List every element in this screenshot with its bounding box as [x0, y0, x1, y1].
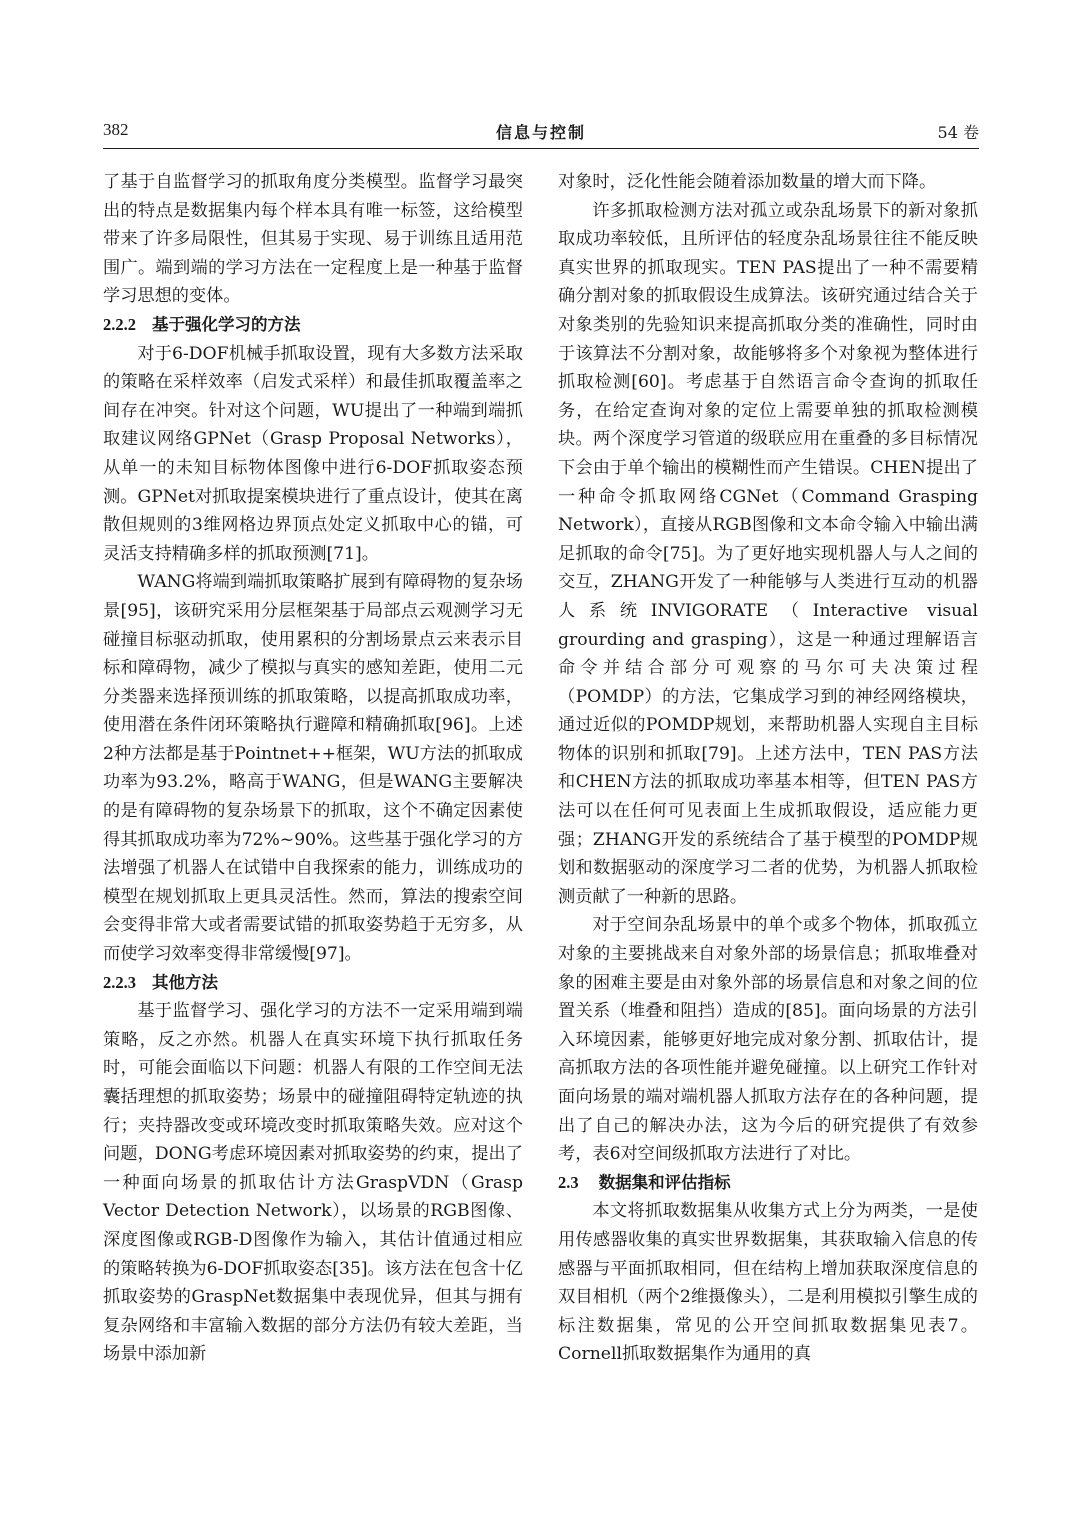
paragraph: 了基于自监督学习的抓取角度分类模型。监督学习最突出的特点是数据集内每个样本具有唯一标签，这给模型带来了许多局限性，但其易于实现、易于训练且适用范围广。端到端的学习方法在一定程度上是一种基于监督学习思想的变体。 — [103, 172, 523, 307]
page-number: 382 — [103, 120, 129, 139]
section-number: 2.2.2 — [103, 314, 136, 334]
section-heading-2-2-2 — [103, 311, 523, 340]
right-column — [558, 168, 978, 1369]
volume-label: 54 卷 — [937, 123, 979, 142]
paragraph: 对于空间杂乱场景中的单个或多个物体，抓取孤立对象的主要挑战来自对象外部的场景信息；抓取堆叠对象的困难主要是由对象外部的场景信息和对象之间的位置关系（堆叠和阻挡）造成的[85]。面向场景的方法引入环境因素，能够更好地完成对象分割、抓取估计，提高抓取方法的各项性能并避免碰撞。以上研究工作针对面向场景的端对端机器人抓取方法存在的各种问题，提出了自己的解决办法，这为今后的研究提供了有效参考，表6对空间级抓取方法进行了对比。 — [558, 915, 978, 1165]
paragraph: 对于6-DOF机械手抓取设置，现有大多数方法采取的策略在采样效率（启发式采样）和最佳抓取覆盖率之间存在冲突。针对这个问题，WU提出了一种端到端抓取建议网络GPNet（Grasp Proposal Networks），从单一的未知目标物体图像中进行6-DOF抓取姿态预测。GPNet对抓取提案模块进行了重点设计，使其在离散但规则的3维网格边界顶点处定义抓取中心的锚，可灵活支持精确多样的抓取预测[71]。 — [103, 343, 523, 564]
section-title: 其他方法 — [152, 972, 218, 992]
paragraph: 基于监督学习、强化学习的方法不一定采用端到端策略，反之亦然。机器人在真实环境下执行抓取任务时，可能会面临以下问题：机器人有限的工作空间无法囊括理想的抓取姿势；场景中的碰撞阻碍特定轨迹的执行；夹持器改变或环境改变时抓取策略失效。应对这个问题，DONG考虑环境因素对抓取姿势的约束，提出了一种面向场景的抓取估计方法GraspVDN（Grasp Vector Detection Network），以场景的RGB图像、深度图像或RGB-D图像作为输入，其估计值通过相应的策略转换为6-DOF抓取姿态[35]。该方法在包含十亿抓取姿势的GraspNet数据集中表现优异，但其与拥有复杂网络和丰富输入数据的部分方法仍有较大差距，当场景中添加新 — [103, 1001, 523, 1365]
section-number: 2.3 — [558, 1172, 579, 1192]
paragraph: 对象时，泛化性能会随着添加数量的增大而下降。 — [558, 172, 937, 192]
page-header — [103, 120, 979, 149]
journal-title: 信息与控制 — [495, 123, 586, 142]
section-heading-2-2-3 — [103, 969, 523, 998]
paragraph: WANG将端到端抓取策略扩展到有障碍物的复杂场景[95]，该研究采用分层框架基于局部点云观测学习无碰撞目标驱动抓取，使用累积的分割场景点云来表示目标和障碍物，减少了模拟与真实的感知差距，使用二元分类器来选择预训练的抓取策略，以提高抓取成功率，使用潜在条件闭环策略执行避障和精确抓取[96]。上述2种方法都是基于Pointnet++框架，WU方法的抓取成功率为93.2%，略高于WANG，但是WANG主要解决的是有障碍物的复杂场景下的抓取，这个不确定因素使得其抓取成功率为72%~90%。这些基于强化学习的方法增强了机器人在试错中自我探索的能力，训练成功的模型在规划抓取上更具灵活性。然而，算法的搜索空间会变得非常大或者需要试错的抓取姿势趋于无穷多，从而使学习效率变得非常缓慢[97]。 — [103, 572, 523, 965]
paragraph: 本文将抓取数据集从收集方式上分为两类，一是使用传感器收集的真实世界数据集，其获取输入信息的传感器与平面抓取相同，但在结构上增加获取深度信息的双目相机（两个2维摄像头），二是利用模拟引擎生成的标注数据集，常见的公开空间抓取数据集见表7。Cornell抓取数据集作为通用的真 — [558, 1201, 978, 1365]
section-title: 基于强化学习的方法 — [152, 314, 301, 334]
paragraph: 许多抓取检测方法对孤立或杂乱场景下的新对象抓取成功率较低，且所评估的轻度杂乱场景往往不能反映真实世界的抓取现实。TEN PAS提出了一种不需要精确分割对象的抓取假设生成算法。该研究通过结合关于对象类别的先验知识来提高抓取分类的准确性，同时由于该算法不分割对象，故能够将多个对象视为整体进行抓取检测[60]。考虑基于自然语言命令查询的抓取任务，在给定查询对象的定位上需要单独的抓取检测模块。两个深度学习管道的级联应用在重叠的多目标情况下会由于单个输出的模糊性而产生错误。CHEN提出了一种命令抓取网络CGNet（Command Grasping Network），直接从RGB图像和文本命令输入中输出满足抓取的命令[75]。为了更好地实现机器人与人之间的交互，ZHANG开发了一种能够与人类进行互动的机器人系统INVIGORATE（Interactive visual grourding and grasping），这是一种通过理解语言命令并结合部分可观察的马尔可夫决策过程（POMDP）的方法，它集成学习到的神经网络模块，通过近似的POMDP规划，来帮助机器人实现自主目标物体的识别和抓取[79]。上述方法中，TEN PAS方法和CHEN方法的抓取成功率基本相等，但TEN PAS方法可以在任何可见表面上生成抓取假设，适应能力更强；ZHANG开发的系统结合了基于模型的POMDP规划和数据驱动的深度学习二者的优势，为机器人抓取检测贡献了一种新的思路。 — [558, 200, 978, 907]
left-column — [103, 168, 523, 1369]
section-number: 2.2.3 — [103, 972, 136, 992]
section-title: 数据集和评估指标 — [598, 1172, 731, 1192]
section-heading-2-3 — [558, 1169, 978, 1198]
